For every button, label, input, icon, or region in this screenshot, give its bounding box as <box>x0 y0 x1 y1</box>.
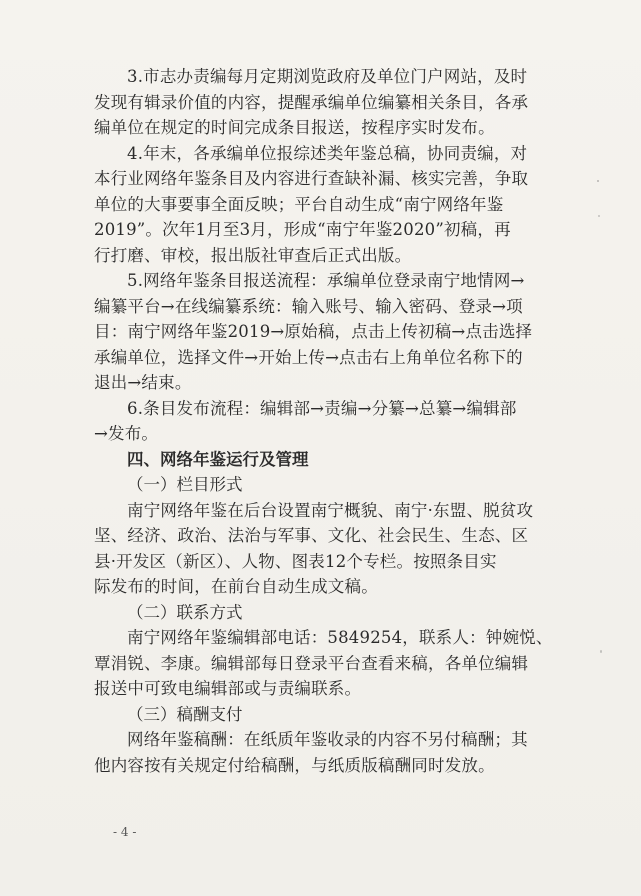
document-body <box>94 64 556 778</box>
subsection-title-contact: （二）联系方式 <box>127 602 243 622</box>
text-line: 退出→结束。 <box>94 373 192 392</box>
text-line: 坚、经济、政治、法治与军事、文化、社会民生、生态、区 <box>94 526 529 545</box>
text-line: 2019”。次年1月至3月，形成“南宁年鉴2020”初稿，再 <box>94 220 511 239</box>
text-line: 承编单位，选择文件→开始上传→点击右上角单位名称下的 <box>94 347 523 367</box>
text-line: 县·开发区（新区）、人物、图表12个专栏。按照条目实 <box>94 551 497 571</box>
text-line: 报送中可致电编辑部或与责编联系。 <box>94 679 362 698</box>
scan-speck <box>600 650 602 653</box>
text-line: 3.市志办责编每月定期浏览政府及单位门户网站，及时 <box>127 67 528 86</box>
subsection-title-payment: （三）稿酬支付 <box>127 704 243 724</box>
text-line: 发现有辑录价值的内容，提醒承编单位编纂相关条目，各承 <box>94 92 529 112</box>
section-heading: 四、网络年鉴运行及管理 <box>127 449 309 469</box>
text-line: →发布。 <box>94 424 159 443</box>
scan-speck <box>598 215 600 217</box>
text-line: 单位的大事要事全面反映；平台自动生成“南宁网络年鉴 <box>94 194 504 214</box>
text-line: 编纂平台→在线编纂系统：输入账号、输入密码、登录→项 <box>94 296 523 316</box>
text-line: 编单位在规定的时间完成条目报送，按程序实时发布。 <box>94 118 495 137</box>
text-line: 网络年鉴稿酬：在纸质年鉴收录的内容不另付稿酬；其 <box>127 730 528 749</box>
page-number: - 4 - <box>113 825 137 839</box>
paragraph-columns <box>94 498 556 600</box>
text-line: 5.网络年鉴条目报送流程：承编单位登录南宁地情网→ <box>127 271 525 290</box>
subsection-title-columns: （一）栏目形式 <box>127 475 243 494</box>
text-line: 本行业网络年鉴条目及内容进行查缺补漏、核实完善，争取 <box>94 169 529 188</box>
text-line: 南宁网络年鉴在后台设置南宁概貌、南宁·东盟、脱贫攻 <box>127 500 534 520</box>
paragraph-payment <box>94 727 556 778</box>
text-line: 覃涓锐、李康。编辑部每日登录平台查看来稿，各单位编辑 <box>94 653 529 673</box>
text-line: 目：南宁网络年鉴2019→原始稿，点击上传初稿→点击选择 <box>94 322 533 341</box>
text-line: 际发布的时间，在前台自动生成文稿。 <box>94 577 378 596</box>
paragraph-item-3 <box>94 64 556 141</box>
scan-speck <box>597 180 599 182</box>
text-line: 4.年末，各承编单位报综述类年鉴总稿，协同责编，对 <box>127 143 528 163</box>
paragraph-item-6 <box>94 396 556 447</box>
text-line: 6.条目发布流程：编辑部→责编→分纂→总纂→编辑部 <box>127 398 517 418</box>
paragraph-item-4 <box>94 141 556 269</box>
paragraph-contact <box>94 625 556 702</box>
text-line: 行打磨、审校，报出版社审查后正式出版。 <box>94 245 412 265</box>
paragraph-item-5 <box>94 268 556 396</box>
text-line: 南宁网络年鉴编辑部电话：5849254，联系人：钟婉悦、 <box>127 628 553 647</box>
text-line: 他内容按有关规定付给稿酬，与纸质版稿酬同时发放。 <box>94 755 495 775</box>
